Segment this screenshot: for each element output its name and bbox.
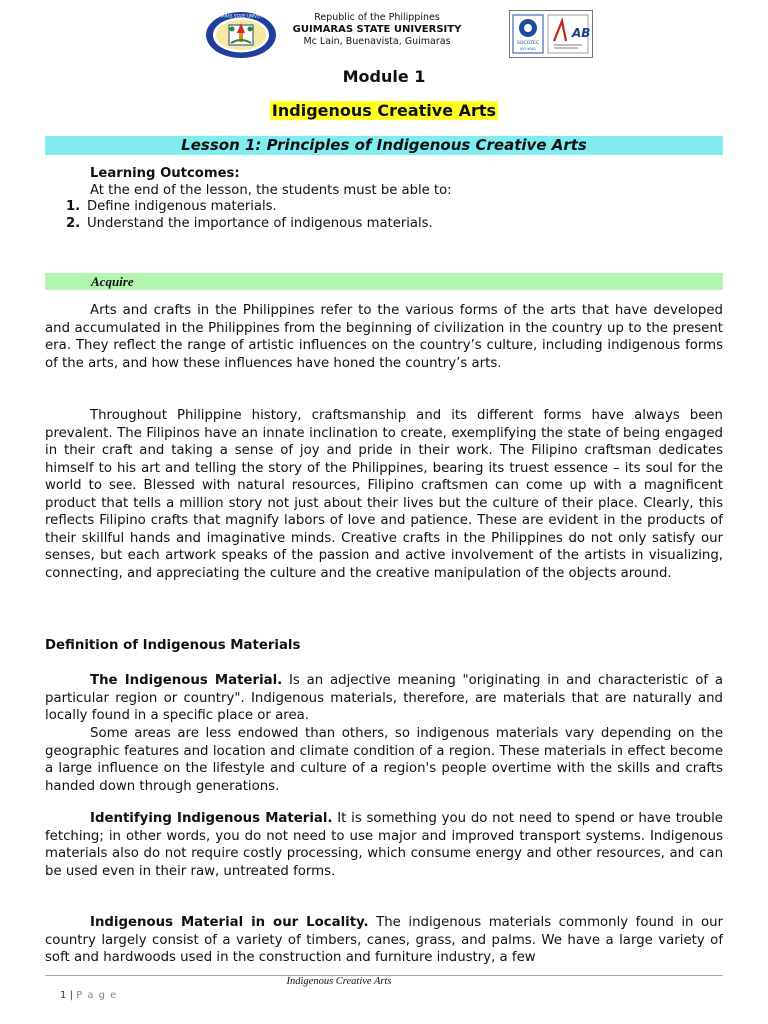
paragraph-text: The indigenous materials commonly found in our country largely consist of a variety of timbers, canes, grass, and palms. We have a large variety of soft and hardwoods used in the construction and furniture industry, a few xyxy=(45,915,724,965)
learning-outcomes-intro: At the end of the lesson, the students must be able to: xyxy=(90,182,452,198)
term-locality: Indigenous Material in our Locality. xyxy=(90,915,369,930)
university-name: GUIMARAS STATE UNIVERSITY xyxy=(292,24,462,35)
svg-text:AB: AB xyxy=(572,26,591,40)
svg-text:ISO 9001: ISO 9001 xyxy=(519,47,537,51)
course-title: Indigenous Creative Arts xyxy=(271,101,497,120)
document-header xyxy=(0,8,768,60)
republic-line: Republic of the Philippines xyxy=(314,12,440,23)
paragraph-less-endowed: Some areas are less endowed than others, so indigenous materials vary depending on the geographic features and location and climate condition of a region. These materials in effect become a large influence on the lifestyle and culture of a region's people overtime with the skills and crafts handed down through generations. xyxy=(45,726,723,794)
learning-outcomes-heading: Learning Outcomes: xyxy=(90,166,240,181)
page-label: P a g e xyxy=(76,990,118,1001)
university-address: Mc Lain, Buenavista, Guimaras xyxy=(303,36,451,47)
page-separator: | xyxy=(69,990,73,1001)
university-seal-icon xyxy=(205,11,277,59)
list-text: Understand the importance of indigenous materials. xyxy=(87,215,433,231)
definition-heading: Definition of Indigenous Materials xyxy=(45,638,301,653)
paragraph-text: It is something you do not need to spend or have trouble fetching; in other words, you do not need to use major and improved transport systems. Indigenous materials also do not require costly processing, which consume energy and other resources, and can be used even in their raw, untreated forms. xyxy=(45,811,723,879)
paragraph-history: Throughout Philippine history, craftsmanship and its different forms have always been prevalent. The Filipinos have an innate inclination to create, exemplifying the state of being engaged in their craft and taking a sense of joy and pride in their work. The Filipino craftsman dedicates himself to his art and telling the story of the Philippines, bearing its truest essence – its soul for the world to see. Blessed with natural resources, Filipino craftsmen can come up with a magnificent product that tells a million story not just about their lives but the culture of their place. Clearly, this reflects Filipino crafts that magnify labors of love and patience. These are evident in the products of their skillful hands and imaginative minds. Creative crafts in the Philippines do not only satisfy our senses, but each artwork speaks of the passion and active involvement of the artists in visualizing, connecting, and appreciating the culture and the creative manipulation of the objects around. xyxy=(45,408,723,581)
list-item xyxy=(45,216,723,233)
paragraph-text: Is an adjective meaning "originating in and characteristic of a particular region or country". Indigenous materials, therefore, are materials that are naturally and locally found in a specific place or area. xyxy=(45,673,723,723)
svg-text:SOCOTEC: SOCOTEC xyxy=(516,41,540,46)
learning-outcomes xyxy=(45,166,723,232)
list-text: Define indigenous materials. xyxy=(87,199,277,214)
term-indigenous-material: The Indigenous Material. xyxy=(90,673,283,688)
list-number: 1. xyxy=(66,199,81,214)
svg-text:GUIMARAS STATE UNIVERSITY: GUIMARAS STATE UNIVERSITY xyxy=(211,13,271,19)
certification-logos-icon xyxy=(509,10,593,58)
acquire-label: Acquire xyxy=(91,274,134,289)
term-identifying: Identifying Indigenous Material. xyxy=(90,811,333,826)
page-number xyxy=(60,990,117,1001)
paragraph-arts-crafts: Arts and crafts in the Philippines refer to the various forms of the arts that have developed and accumulated in the Philippines from the beginning of civilization in the country up to the present era. They reflect the range of artistic influences on the country’s culture, including indigenous forms of the arts, and how these influences have honed the country’s arts. xyxy=(45,303,723,371)
list-number: 2. xyxy=(66,215,81,231)
lesson-title: Lesson 1: Principles of Indigenous Creative Arts xyxy=(45,136,723,155)
paragraph-indigenous-material xyxy=(45,672,723,725)
list-item xyxy=(45,199,723,216)
header-text xyxy=(286,12,468,48)
acquire-section-label xyxy=(45,273,723,290)
paragraph-identifying xyxy=(45,810,723,880)
course-title-wrap xyxy=(0,101,768,120)
module-heading: Module 1 xyxy=(342,67,426,86)
page-num-value: 1 xyxy=(60,990,67,1001)
paragraph-locality xyxy=(45,914,723,967)
footer-title: Indigenous Creative Arts xyxy=(286,976,392,987)
